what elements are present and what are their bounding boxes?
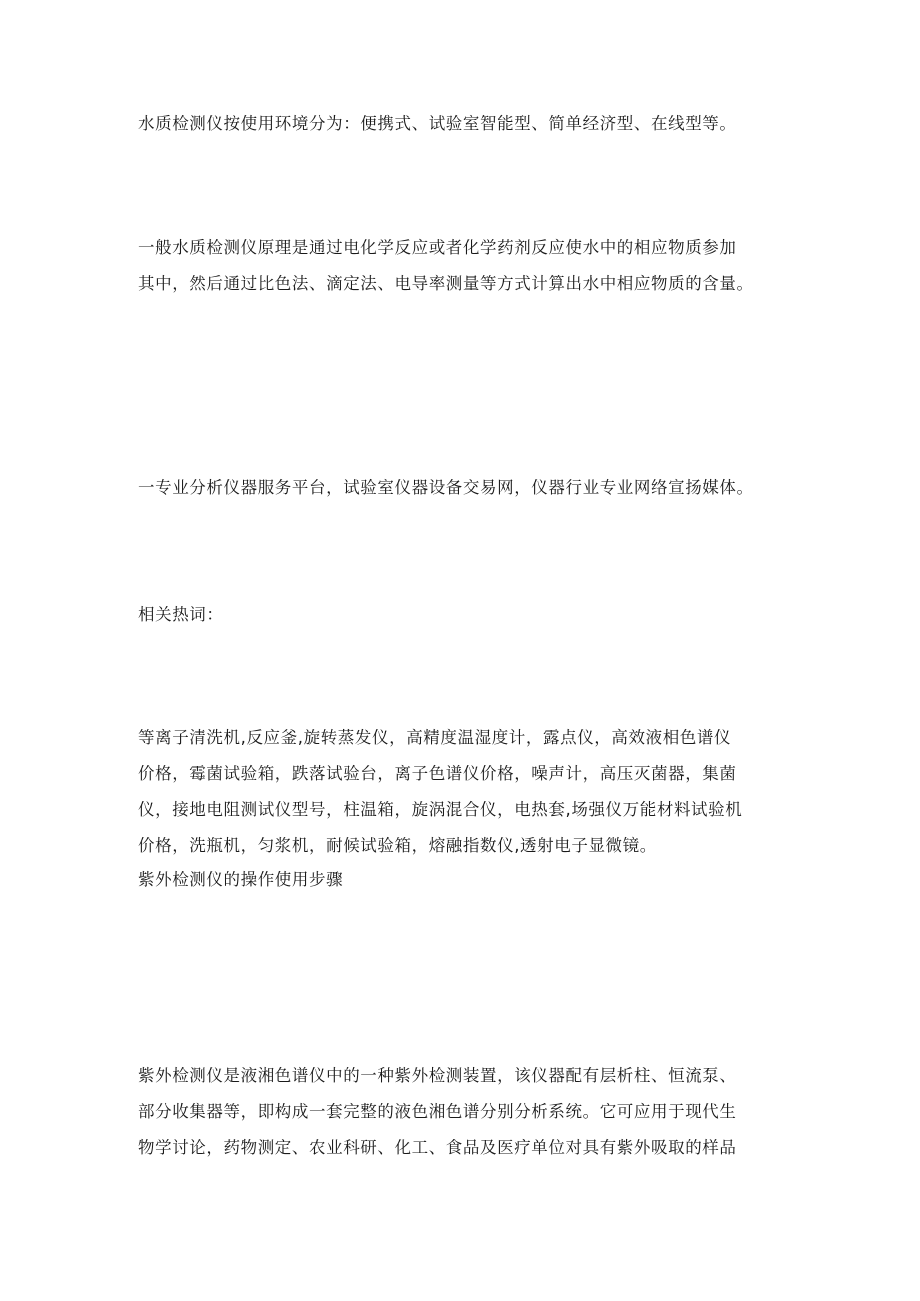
paragraph-platform [138,470,798,506]
text-line: 部分收集器等，即构成一套完整的液色湘色谱分别分析系统。它可应用于现代生 [138,1102,737,1121]
text-line: 一专业分析仪器服务平台，试验室仪器设备交易网，仪器行业专业网络宣扬媒体。 [138,478,754,497]
text-line: 等离子清洗机,反应釜,旋转蒸发仪，高精度温湿度计，露点仪，高效液相色谱仪 [138,728,732,747]
text-line: 紫外检测仪是液湘色谱仪中的一种紫外检测装置，该仪器配有层析柱、恒流泵、 [138,1066,737,1085]
text-line: 其中，然后通过比色法、滴定法、电导率测量等方式计算出水中相应物质的含量。 [138,274,754,293]
text-line: 一般水质检测仪原理是通过电化学反应或者化学药剂反应使水中的相应物质参加 [138,238,737,257]
text-line: 相关热词： [138,605,224,624]
text-line: 价格，洗瓶机，匀浆机，耐候试验箱，熔融指数仪,透射电子显微镜。 [138,836,657,855]
text-line: 仪，接地电阻测试仪型号，柱温箱，旋涡混合仪，电热套,场强仪万能材料试验机 [138,800,743,819]
text-line: 水质检测仪按使用环境分为：便携式、试验室智能型、简单经济型、在线型等。 [138,114,737,133]
section-heading: 紫外检测仪的操作使用步骤 [138,870,344,889]
paragraph-usage-environment [138,106,798,142]
paragraph-uv-detector [138,1058,798,1166]
paragraph-related-keywords-label [138,597,798,633]
paragraph-principle [138,230,798,302]
text-line: 物学讨论，药物测定、农业科研、化工、食品及医疗单位对具有紫外吸取的样品 [138,1138,737,1157]
paragraph-keywords-list [138,720,798,864]
text-line: 价格，霉菌试验箱，跌落试验台，离子色谱仪价格，噪声计，高压灭菌器，集菌 [138,764,737,783]
